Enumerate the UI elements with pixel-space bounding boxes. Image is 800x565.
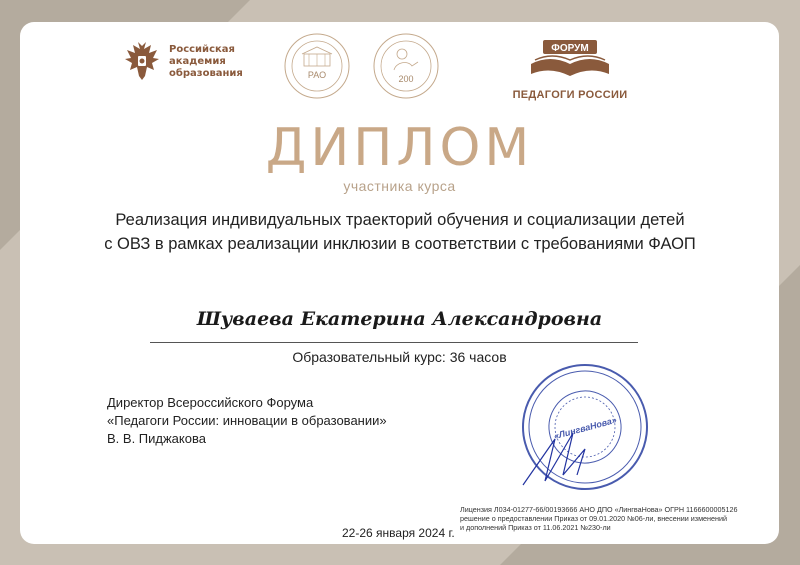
license-line: Лицензия Л034-01277-66/00193666 АНО ДПО «ЛингваНова» ОГРН 1166600005126 <box>460 505 738 514</box>
rao-logo <box>123 40 243 84</box>
director-line: В. В. Пиджакова <box>107 431 206 446</box>
license-line: и дополнений Приказ от 11.06.2021 №230-ли <box>460 523 611 532</box>
open-book-icon <box>525 38 615 82</box>
course-title-line: с ОВЗ в рамках реализации инклюзии в соответствии с требованиями ФАОП <box>104 235 696 253</box>
license-text <box>460 505 770 532</box>
forum-logo <box>505 38 635 101</box>
bicentennial-seal-icon <box>372 32 440 100</box>
seal-rao-text: РАО <box>307 70 327 80</box>
rao-logo-line: Российская <box>169 44 235 55</box>
rao-logo-text <box>169 44 243 80</box>
double-headed-eagle-icon <box>123 40 161 84</box>
stamp-center-text: «ЛингваНова» <box>552 414 618 442</box>
rao-logo-line: академия <box>169 56 226 67</box>
forum-name: ПЕДАГОГИ РОССИИ <box>512 89 628 101</box>
forum-word: ФОРУМ <box>551 43 589 54</box>
rao-anniversary-seal-icon <box>283 32 351 100</box>
recipient-name: Шуваева Екатерина Александровна <box>196 308 603 330</box>
name-underline <box>150 342 638 343</box>
director-line: «Педагоги России: инновации в образовании» <box>107 413 387 428</box>
diploma-title: ДИПЛОМ <box>265 118 534 178</box>
official-stamp-icon <box>515 357 655 497</box>
rao-logo-line: образования <box>169 68 243 79</box>
diploma-sheet <box>20 22 779 544</box>
diploma-subtitle: участника курса <box>343 178 456 194</box>
license-line: решение о предоставлении Приказ от 09.01.2020 №06-ли, внесении изменений <box>460 514 727 523</box>
course-title <box>50 208 750 256</box>
director-line: Директор Всероссийского Форума <box>107 395 314 410</box>
seal-200-text: 200 <box>398 74 414 84</box>
header-logos <box>20 30 779 100</box>
course-title-line: Реализация индивидуальных траекторий обучения и социализации детей <box>115 211 685 229</box>
course-hours: Образовательный курс: 36 часов <box>292 349 507 365</box>
director-block <box>107 394 387 448</box>
course-date: 22-26 января 2024 г. <box>342 526 455 540</box>
